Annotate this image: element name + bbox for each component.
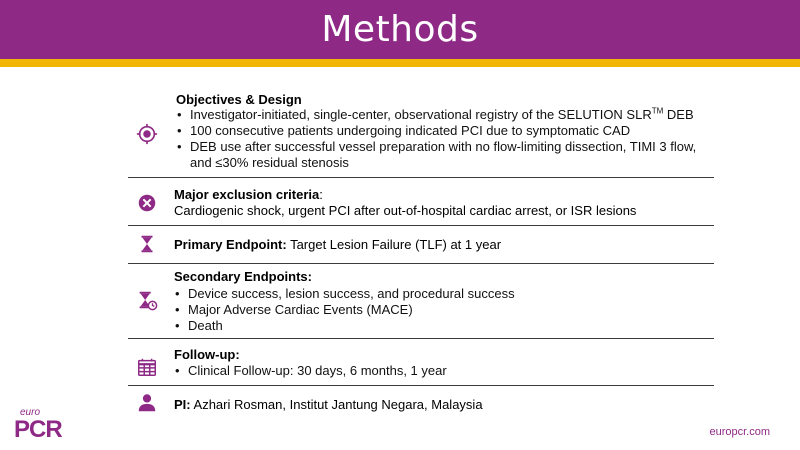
followup-heading: Follow-up: xyxy=(174,347,240,362)
hourglass-icon xyxy=(136,233,158,255)
list-item: • Death xyxy=(174,318,515,334)
logo-small-text: euro xyxy=(20,407,41,418)
logo-big-text: PCR xyxy=(14,416,62,443)
list-item: • 100 consecutive patients undergoing indicated PCI due to symptomatic CAD xyxy=(176,123,696,139)
exclusion-text: Cardiogenic shock, urgent PCI after out-of-hospital cardiac arrest, or ISR lesions xyxy=(174,203,637,218)
list-item: • Major Adverse Cardiac Events (MACE) xyxy=(174,302,515,318)
section-divider xyxy=(128,338,714,339)
target-icon xyxy=(136,123,158,145)
hourglass-clock-icon xyxy=(136,289,158,311)
accent-bar xyxy=(0,59,800,67)
title-banner xyxy=(0,0,800,59)
section-divider xyxy=(128,177,714,178)
objectives-heading: Objectives & Design xyxy=(176,92,302,107)
section-divider xyxy=(128,225,714,226)
list-item: • Device success, lesion success, and procedural success xyxy=(174,286,515,302)
section-divider xyxy=(128,263,714,264)
pi-line: PI: Azhari Rosman, Institut Jantung Negara, Malaysia xyxy=(174,397,483,412)
list-item: • DEB use after successful vessel preparation with no flow-limiting dissection, TIMI 3 flow, and ≤30% residual stenosis xyxy=(176,139,696,171)
europcr-logo xyxy=(14,408,62,442)
secondary-heading: Secondary Endpoints: xyxy=(174,269,312,284)
section-divider xyxy=(128,385,714,386)
followup-list xyxy=(174,363,447,379)
list-item: • Investigator-initiated, single-center, observational registry of the SELUTION SLR™ DEB xyxy=(176,107,696,123)
primary-endpoint: Primary Endpoint: Target Lesion Failure (TLF) at 1 year xyxy=(174,237,502,252)
close-circle-icon xyxy=(136,192,158,214)
list-item: • Clinical Follow-up: 30 days, 6 months, 1 year xyxy=(174,363,447,379)
footer-url: europcr.com xyxy=(709,426,770,438)
exclusion-heading-line: Major exclusion criteria: xyxy=(174,187,323,202)
person-icon xyxy=(136,392,158,414)
objectives-list xyxy=(176,107,696,171)
page-title: Methods xyxy=(321,9,479,50)
secondary-list xyxy=(174,286,515,334)
calendar-icon xyxy=(136,356,158,378)
